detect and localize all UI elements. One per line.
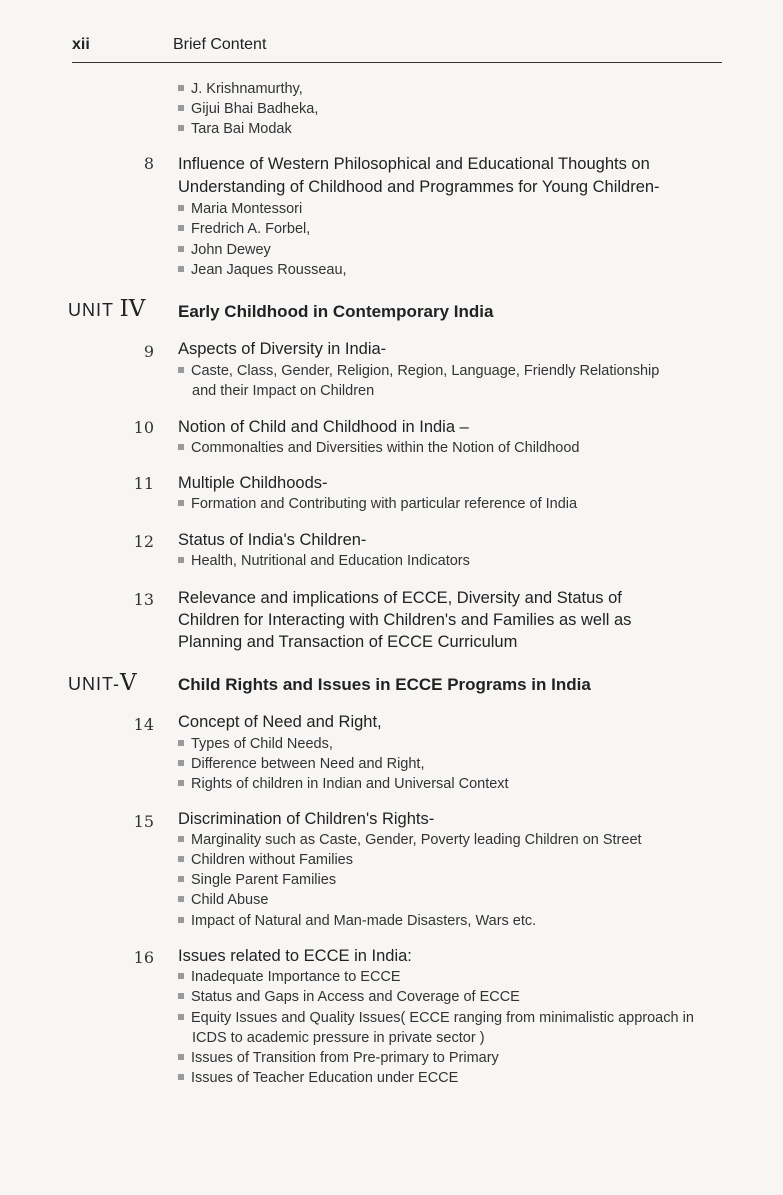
list-item-continuation: and their Impact on Children [192, 383, 375, 399]
chapter-number: 11 [133, 474, 154, 493]
list-item: John Dewey [178, 240, 271, 260]
bullet-square-icon [178, 225, 184, 231]
list-item: Formation and Contributing with particular reference of India [178, 494, 577, 514]
list-item: Issues of Transition from Pre-primary to Primary [178, 1048, 499, 1068]
list-item: Jean Jaques Rousseau, [178, 260, 347, 280]
list-item: Equity Issues and Quality Issues( ECCE ranging from minimalistic approach in [178, 1008, 694, 1028]
chapter-number: 14 [133, 715, 154, 734]
list-item: Health, Nutritional and Education Indicators [178, 551, 470, 571]
bullet-square-icon [178, 367, 184, 373]
bullet-square-icon [178, 780, 184, 786]
chapter-title: Relevance and implications of ECCE, Diversity and Status of [178, 589, 622, 607]
list-item: Maria Montessori [178, 199, 302, 219]
chapter-number: 10 [133, 418, 154, 437]
bullet-square-icon [178, 856, 184, 862]
chapter-number: 13 [133, 590, 154, 609]
bullet-square-icon [178, 973, 184, 979]
list-item: Impact of Natural and Man-made Disasters, Wars etc. [178, 911, 536, 931]
list-item: Single Parent Families [178, 870, 336, 890]
page-header [72, 36, 722, 63]
list-item: Marginality such as Caste, Gender, Poverty leading Children on Street [178, 830, 642, 850]
chapter-title: Multiple Childhoods- [178, 474, 328, 492]
list-item: Fredrich A. Forbel, [178, 219, 310, 239]
chapter-title: Concept of Need and Right, [178, 713, 382, 731]
bullet-square-icon [178, 85, 184, 91]
chapter-title: Understanding of Childhood and Programmes for Young Children- [178, 178, 660, 196]
running-title: Brief Content [173, 36, 267, 53]
chapter-title: Aspects of Diversity in India- [178, 340, 387, 358]
list-item-continuation: ICDS to academic pressure in private sector ) [192, 1030, 485, 1046]
unit-title: Child Rights and Issues in ECCE Programs in India [178, 675, 591, 694]
bullet-square-icon [178, 246, 184, 252]
bullet-square-icon [178, 500, 184, 506]
chapter-title: Planning and Transaction of ECCE Curriculum [178, 633, 518, 651]
list-item: Inadequate Importance to ECCE [178, 967, 401, 987]
chapter-title: Notion of Child and Childhood in India – [178, 418, 469, 436]
list-item: Caste, Class, Gender, Religion, Region, Language, Friendly Relationship [178, 361, 659, 381]
list-item: Rights of children in Indian and Universal Context [178, 774, 509, 794]
list-item: Commonalties and Diversities within the Notion of Childhood [178, 438, 579, 458]
chapter-number: 8 [143, 154, 154, 173]
bullet-square-icon [178, 993, 184, 999]
page-number: xii [72, 36, 90, 53]
list-item: Difference between Need and Right, [178, 754, 425, 774]
bullet-square-icon [178, 1074, 184, 1080]
bullet-square-icon [178, 266, 184, 272]
unit-label: UNIT IV [68, 296, 146, 322]
bullet-square-icon [178, 740, 184, 746]
bullet-square-icon [178, 1054, 184, 1060]
bullet-square-icon [178, 760, 184, 766]
list-item: Children without Families [178, 850, 353, 870]
list-item: Gijui Bhai Badheka, [178, 99, 318, 119]
bullet-square-icon [178, 125, 184, 131]
list-item: Tara Bai Modak [178, 119, 292, 139]
bullet-square-icon [178, 876, 184, 882]
chapter-title: Discrimination of Children's Rights- [178, 810, 435, 828]
list-item: Issues of Teacher Education under ECCE [178, 1068, 458, 1088]
bullet-square-icon [178, 105, 184, 111]
bullet-square-icon [178, 917, 184, 923]
list-item: Child Abuse [178, 890, 268, 910]
list-item: Status and Gaps in Access and Coverage of ECCE [178, 987, 520, 1007]
bullet-square-icon [178, 557, 184, 563]
chapter-title: Status of India's Children- [178, 531, 367, 549]
chapter-number: 16 [133, 948, 154, 967]
chapter-title: Children for Interacting with Children's and Families as well as [178, 611, 632, 629]
bullet-square-icon [178, 1014, 184, 1020]
chapter-number: 12 [133, 532, 154, 551]
list-item: J. Krishnamurthy, [178, 79, 303, 99]
chapter-number: 15 [133, 812, 154, 831]
bullet-square-icon [178, 896, 184, 902]
unit-title: Early Childhood in Contemporary India [178, 302, 494, 321]
chapter-title: Issues related to ECCE in India: [178, 947, 412, 965]
bullet-square-icon [178, 205, 184, 211]
chapter-number: 9 [143, 342, 154, 361]
bullet-square-icon [178, 836, 184, 842]
chapter-title: Influence of Western Philosophical and Educational Thoughts on [178, 155, 650, 173]
list-item: Types of Child Needs, [178, 734, 333, 754]
bullet-square-icon [178, 444, 184, 450]
unit-label: UNIT-V [68, 670, 137, 696]
